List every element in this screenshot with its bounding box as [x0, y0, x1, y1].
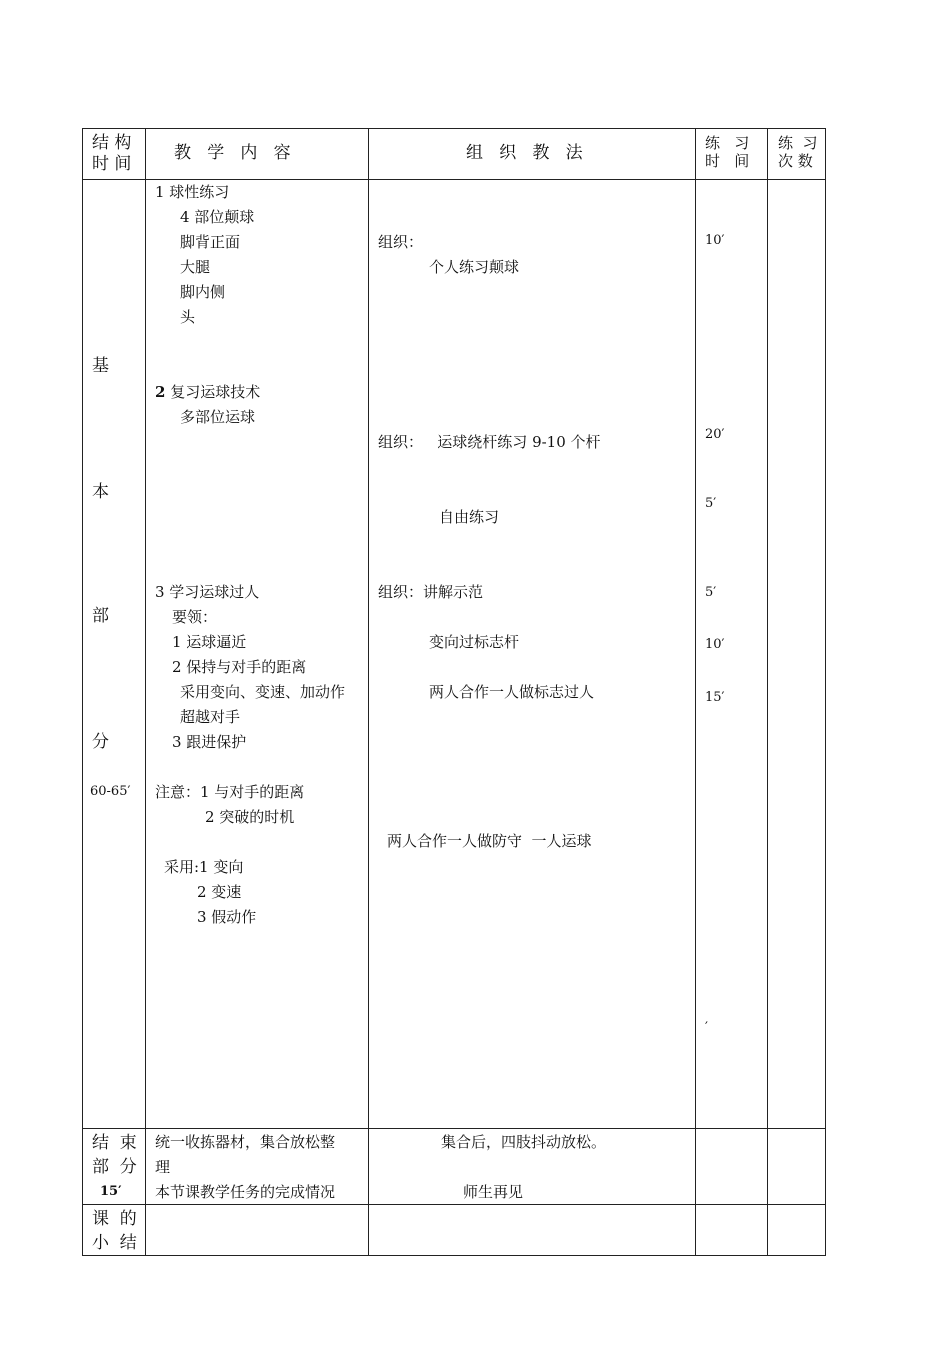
section2-title-number: 2: [155, 383, 166, 401]
table-border-top: [82, 128, 826, 129]
org3-text: 组织：讲解示范: [378, 583, 484, 601]
section1-item-4: 脚内侧: [180, 283, 226, 301]
basic-part-label-char-1: 基: [92, 356, 109, 376]
header-practice-count: 练 习 次 数: [778, 134, 818, 170]
column-divider-2: [368, 128, 369, 1256]
basic-part-label-char-4: 分: [92, 732, 109, 752]
end-content-line-1: 统一收拣器材，集合放松整: [155, 1133, 336, 1151]
end-part-row-divider: [82, 1204, 826, 1205]
column-divider-3: [695, 128, 696, 1256]
org3-step-3: 两人合作一人做标志过人: [429, 683, 595, 701]
time-1: 10′: [705, 233, 725, 248]
section2-item: 多部位运球: [180, 408, 256, 426]
adopt-item-2: 2 变速: [197, 883, 242, 901]
section1-title: 1 球性练习: [155, 183, 230, 201]
end-content-line-3: 本节课教学任务的完成情况: [155, 1183, 336, 1201]
end-org-line-2: 师生再见: [463, 1183, 524, 1201]
org1-text: 个人练习颠球: [429, 258, 520, 276]
org1-label: 组织：: [378, 233, 424, 251]
pair-defense: 两人合作一人做防守 一人运球: [387, 832, 592, 850]
end-content-line-2: 理: [155, 1158, 171, 1176]
column-divider-1: [145, 128, 146, 1256]
section1-item-2: 脚背正面: [180, 233, 241, 251]
summary-label: 课 的 小 结: [92, 1209, 137, 1253]
note-item-2: 2 突破的时机: [205, 808, 295, 826]
section1-item-1: 4 部位颠球: [180, 208, 255, 226]
section2-title-text: 复习运球技术: [165, 383, 261, 401]
section3-item-5: 3 跟进保护: [172, 733, 247, 751]
time-3: 5′: [705, 496, 717, 511]
section3-item-2: 2 保持与对手的距离: [172, 658, 307, 676]
note-label: 注意：1 与对手的距离: [155, 783, 305, 801]
time-7: ′: [705, 1020, 708, 1035]
header-practice-time: 练 习 时 间: [705, 134, 750, 170]
time-6: 15′: [705, 690, 725, 705]
basic-part-duration: 60-65′: [90, 784, 131, 799]
time-5: 10′: [705, 637, 725, 652]
column-divider-4: [767, 128, 768, 1256]
end-org-line-1: 集合后，四肢抖动放松。: [441, 1133, 607, 1151]
section3-key-points: 要领：: [172, 608, 218, 626]
section3-item-3: 采用变向、变速、加动作: [180, 683, 346, 701]
header-structure-time: 结 构 时 间: [92, 133, 132, 174]
time-2: 20′: [705, 427, 725, 442]
adopt-item-3: 3 假动作: [197, 908, 257, 926]
section3-item-4: 超越对手: [180, 708, 241, 726]
free-practice: 自由练习: [439, 508, 500, 526]
table-border-bottom: [82, 1255, 826, 1256]
org3-step-2: 变向过标志杆: [429, 633, 520, 651]
header-teaching-content: 教 学 内 容: [174, 143, 291, 163]
header-organization-method: 组 织 教 法: [466, 143, 583, 163]
section2-title: [155, 382, 260, 402]
end-part-duration: 15′: [100, 1184, 122, 1199]
time-4: 5′: [705, 585, 717, 600]
table-border-left: [82, 128, 83, 1256]
section3-title: 3 学习运球过人: [155, 583, 260, 601]
table-border-right: [825, 128, 826, 1256]
header-row-divider: [82, 179, 826, 180]
basic-part-label-char-3: 部: [92, 606, 109, 626]
section1-item-3: 大腿: [180, 258, 211, 276]
basic-part-label-char-2: 本: [92, 482, 109, 502]
org2-text: 组织： 运球绕杆练习 9-10 个杆: [378, 433, 601, 451]
adopt-label: 采用:1 变向: [164, 858, 244, 876]
end-part-label: 结 束 部 分: [92, 1133, 137, 1177]
basic-part-row-divider: [82, 1128, 826, 1129]
section1-item-5: 头: [180, 308, 196, 326]
section3-item-1: 1 运球逼近: [172, 633, 247, 651]
